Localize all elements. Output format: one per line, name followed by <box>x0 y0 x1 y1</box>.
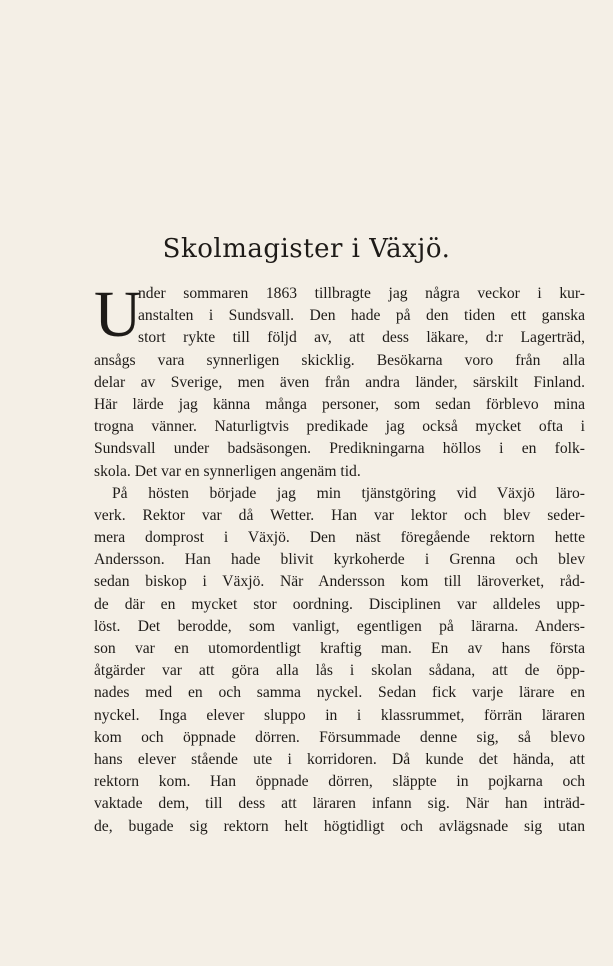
text-line: verk. Rektor var då Wetter. Han var lektor och blev seder- <box>94 506 585 524</box>
text-line: skola. Det var en synnerligen angenäm tid. <box>94 462 361 480</box>
text-line: nyckel. Inga elever sluppo in i klassrummet, förrän läraren <box>94 706 585 724</box>
text-line: nades med en och samma nyckel. Sedan fick varje lärare en <box>94 684 585 702</box>
text-line: löst. Det berodde, som vanligt, egentligen på lärarna. Anders- <box>94 617 585 635</box>
text-line: mera domprost i Växjö. Den näst föregående rektorn hette <box>94 529 585 547</box>
text-line: kom och öppnade dörren. Försummade denne sig, så blevo <box>94 728 585 746</box>
text-line: rektorn kom. Han öppnade dörren, släppte in pojkarna och <box>94 773 585 791</box>
text-line: de där en mycket stor oordning. Disciplinen var alldeles upp- <box>94 595 585 613</box>
text-line: Andersson. Han hade blivit kyrkoherde i Grenna och blev <box>94 551 585 569</box>
chapter-title: Skolmagister i Växjö. <box>162 234 451 264</box>
text-line: anstalten i Sundsvall. Den hade på den tiden ett ganska <box>138 307 585 325</box>
body-text <box>94 278 585 838</box>
drop-cap: U <box>94 278 142 351</box>
text-line: de, bugade sig rektorn helt högtidligt och avlägsnade sig utan <box>94 817 585 835</box>
text-line: Sundsvall under badsäsongen. Predikningarna höllos i en folk- <box>94 440 585 458</box>
text-line: åtgärder var att göra alla lås i skolan sådana, att de öpp- <box>94 662 585 680</box>
text-line: sedan biskop i Växjö. När Andersson kom till läroverket, råd- <box>94 573 585 591</box>
text-line: hans elever stående ute i korridoren. Då kunde det hända, att <box>94 750 585 768</box>
text-line: Här lärde jag känna många personer, som sedan förblevo mina <box>94 395 585 413</box>
text-line: ansågs vara synnerligen skicklig. Besökarna voro från alla <box>94 351 585 369</box>
text-line: nder sommaren 1863 tillbragte jag några veckor i kur- <box>138 285 585 302</box>
text-line: trogna vänner. Naturligtvis predikade jag också mycket ofta i <box>94 418 585 436</box>
text-line: stort rykte till följd av, att dess läkare, d:r Lagerträd, <box>138 329 585 347</box>
text-line: vaktade dem, till dess att läraren infann sig. När han inträd- <box>94 795 585 813</box>
text-line: delar av Sverige, men även från andra länder, särskilt Finland. <box>94 373 585 391</box>
text-line: På hösten började jag min tjänstgöring vid Växjö läro- <box>112 484 585 502</box>
text-line: son var en utomordentligt kraftig man. En av hans första <box>94 640 585 657</box>
